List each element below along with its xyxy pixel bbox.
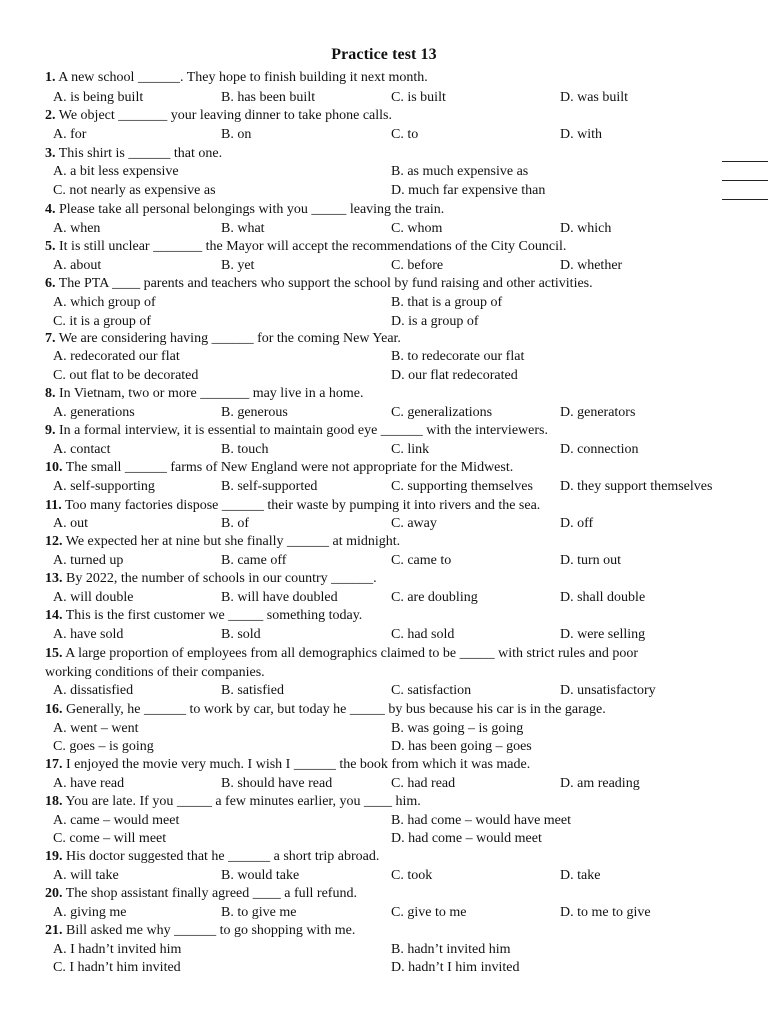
question-text: In Vietnam, two or more _______ may live in a home. <box>59 386 364 401</box>
question-number: 11. <box>45 498 62 513</box>
answer-blank-line <box>722 180 768 181</box>
question-12 <box>45 533 400 551</box>
question-text: By 2022, the number of schools in our country ______. <box>66 571 377 586</box>
option-a[interactable]: A. a bit less expensive <box>53 164 179 179</box>
question-text-continued: working conditions of their companies. <box>45 665 265 680</box>
option-b[interactable]: B. sold <box>221 627 261 642</box>
question-number: 9. <box>45 423 56 438</box>
question-19 <box>45 848 379 866</box>
option-c[interactable]: C. out flat to be decorated <box>53 368 199 383</box>
option-c[interactable]: C. away <box>391 516 437 531</box>
option-d[interactable]: D. unsatisfactory <box>560 683 656 698</box>
question-11 <box>45 497 540 515</box>
option-a[interactable]: A. contact <box>53 442 111 457</box>
option-a[interactable]: A. came – would meet <box>53 813 180 828</box>
option-d[interactable]: D. with <box>560 127 602 142</box>
option-d[interactable]: D. whether <box>560 258 623 273</box>
question-text: We expected her at nine but she finally ______ at midnight. <box>65 534 401 549</box>
question-3 <box>45 145 222 163</box>
option-c[interactable]: C. to <box>391 127 419 142</box>
option-a[interactable]: A. dissatisfied <box>53 683 134 698</box>
option-b[interactable]: B. has been built <box>221 90 316 105</box>
question-text: This shirt is ______ that one. <box>58 146 223 161</box>
question-6 <box>45 275 593 293</box>
question-text: The small ______ farms of New England were not appropriate for the Midwest. <box>65 460 514 475</box>
question-text: The PTA ____ parents and teachers who support the school by fund raising and other activities. <box>58 276 593 291</box>
question-20 <box>45 885 357 903</box>
option-b[interactable]: B. touch <box>221 442 269 457</box>
question-text: It is still unclear _______ the Mayor will accept the recommendations of the City Council. <box>59 239 567 254</box>
option-d[interactable]: D. was built <box>560 90 629 105</box>
option-c[interactable]: C. link <box>391 442 430 457</box>
option-d[interactable]: D. which <box>560 221 612 236</box>
option-a[interactable]: A. will take <box>53 868 119 883</box>
option-a[interactable]: A. went – went <box>53 721 139 736</box>
question-number: 5. <box>45 239 56 254</box>
option-b[interactable]: B. that is a group of <box>391 295 503 310</box>
option-d[interactable]: D. has been going – goes <box>391 739 532 754</box>
question-9 <box>45 422 548 440</box>
option-c[interactable]: C. are doubling <box>391 590 478 605</box>
option-c[interactable]: C. not nearly as expensive as <box>53 183 216 198</box>
question-text: Generally, he ______ to work by car, but today he _____ by bus because his car is in the garage. <box>66 702 606 717</box>
question-13 <box>45 570 377 588</box>
question-7 <box>45 330 401 348</box>
question-2 <box>45 107 392 125</box>
question-number: 1. <box>45 70 56 85</box>
option-a[interactable]: A. will double <box>53 590 134 605</box>
question-number: 4. <box>45 202 56 217</box>
option-d[interactable]: D. shall double <box>560 590 646 605</box>
option-c[interactable]: C. had read <box>391 776 456 791</box>
answer-blank-line <box>722 199 768 200</box>
question-number: 20. <box>45 886 63 901</box>
option-a[interactable]: A. generations <box>53 405 135 420</box>
question-5 <box>45 238 566 256</box>
option-b[interactable]: B. would take <box>221 868 300 883</box>
question-text: We object _______ your leaving dinner to take phone calls. <box>58 108 392 123</box>
question-number: 15. <box>45 646 63 661</box>
option-b[interactable]: B. to give me <box>221 905 297 920</box>
option-a[interactable]: A. out <box>53 516 88 531</box>
question-text: A new school ______. They hope to finish building it next month. <box>58 70 428 85</box>
option-b[interactable]: B. satisfied <box>221 683 284 698</box>
option-d[interactable]: D. turn out <box>560 553 622 568</box>
answer-blank-line <box>722 161 768 162</box>
option-b[interactable]: B. yet <box>221 258 255 273</box>
question-15 <box>45 645 638 663</box>
option-a[interactable]: A. is being built <box>53 90 144 105</box>
question-number: 10. <box>45 460 63 475</box>
option-a[interactable]: A. about <box>53 258 102 273</box>
question-text: A large proportion of employees from all demographics claimed to be _____ with strict rules and poor <box>65 646 639 661</box>
question-number: 19. <box>45 849 63 864</box>
option-d[interactable]: D. connection <box>560 442 639 457</box>
option-a[interactable]: A. for <box>53 127 87 142</box>
option-a[interactable]: A. turned up <box>53 553 124 568</box>
question-number: 13. <box>45 571 63 586</box>
question-text: I enjoyed the movie very much. I wish I ______ the book from which it was made. <box>66 757 531 772</box>
option-d[interactable]: D. am reading <box>560 776 640 791</box>
option-a[interactable]: A. self-supporting <box>53 479 155 494</box>
option-b[interactable]: B. was going – is going <box>391 721 524 736</box>
option-d[interactable]: D. off <box>560 516 594 531</box>
option-c[interactable]: C. it is a group of <box>53 314 151 329</box>
question-number: 17. <box>45 757 63 772</box>
option-b[interactable]: B. to redecorate our flat <box>391 349 525 364</box>
question-text: This is the first customer we _____ something today. <box>65 608 363 623</box>
question-number: 21. <box>45 923 63 938</box>
question-text: The shop assistant finally agreed ____ a full refund. <box>65 886 357 901</box>
option-b[interactable]: B. came off <box>221 553 287 568</box>
question-16 <box>45 701 606 719</box>
question-14 <box>45 607 362 625</box>
question-number: 14. <box>45 608 63 623</box>
option-b[interactable]: B. on <box>221 127 252 142</box>
option-a[interactable]: A. when <box>53 221 101 236</box>
question-text: We are considering having ______ for the coming New Year. <box>58 331 401 346</box>
option-c[interactable]: C. goes – is going <box>53 739 154 754</box>
option-d[interactable]: D. were selling <box>560 627 646 642</box>
question-4 <box>45 201 444 219</box>
question-number: 18. <box>45 794 63 809</box>
question-21 <box>45 922 355 940</box>
option-b[interactable]: B. of <box>221 516 249 531</box>
option-a[interactable]: A. have sold <box>53 627 124 642</box>
option-a[interactable]: A. redecorated our flat <box>53 349 180 364</box>
option-b[interactable]: B. generous <box>221 405 288 420</box>
option-d[interactable]: D. is a group of <box>391 314 479 329</box>
option-d[interactable]: D. had come – would meet <box>391 831 542 846</box>
option-c[interactable]: C. had sold <box>391 627 455 642</box>
page-title: Practice test 13 <box>331 46 437 63</box>
option-c[interactable]: C. give to me <box>391 905 467 920</box>
question-8 <box>45 385 364 403</box>
question-number: 2. <box>45 108 56 123</box>
option-c[interactable]: C. I hadn’t him invited <box>53 960 181 975</box>
option-c[interactable]: C. whom <box>391 221 443 236</box>
option-b[interactable]: B. should have read <box>221 776 333 791</box>
option-b[interactable]: B. what <box>221 221 265 236</box>
question-text: Too many factories dispose ______ their waste by pumping it into rivers and the sea. <box>64 498 541 513</box>
question-text: In a formal interview, it is essential to maintain good eye ______ with the interviewers. <box>59 423 548 438</box>
option-b[interactable]: B. will have doubled <box>221 590 338 605</box>
option-c[interactable]: C. took <box>391 868 433 883</box>
question-number: 12. <box>45 534 63 549</box>
option-a[interactable]: A. giving me <box>53 905 127 920</box>
question-10 <box>45 459 513 477</box>
option-d[interactable]: D. they support themselves <box>560 479 713 494</box>
option-c[interactable]: C. generalizations <box>391 405 493 420</box>
option-c[interactable]: C. supporting themselves <box>391 479 533 494</box>
question-number: 16. <box>45 702 63 717</box>
option-b[interactable]: B. self-supported <box>221 479 318 494</box>
option-a[interactable]: A. I hadn’t invited him <box>53 942 182 957</box>
option-b[interactable]: B. as much expensive as <box>391 164 529 179</box>
question-text: Bill asked me why ______ to go shopping with me. <box>66 923 356 938</box>
option-a[interactable]: A. which group of <box>53 295 156 310</box>
option-d[interactable]: D. generators <box>560 405 636 420</box>
question-1 <box>45 69 428 87</box>
option-c[interactable]: C. came to <box>391 553 452 568</box>
option-b[interactable]: B. hadn’t invited him <box>391 942 511 957</box>
option-c[interactable]: C. come – will meet <box>53 831 167 846</box>
question-17 <box>45 756 530 774</box>
question-text: His doctor suggested that he ______ a short trip abroad. <box>66 849 380 864</box>
question-text: You are late. If you _____ a few minutes earlier, you ____ him. <box>65 794 421 809</box>
option-a[interactable]: A. have read <box>53 776 125 791</box>
question-number: 3. <box>45 146 56 161</box>
question-number: 8. <box>45 386 56 401</box>
question-number: 7. <box>45 331 56 346</box>
question-number: 6. <box>45 276 56 291</box>
option-d[interactable]: D. much far expensive than <box>391 183 546 198</box>
option-c[interactable]: C. satisfaction <box>391 683 472 698</box>
option-d[interactable]: D. take <box>560 868 601 883</box>
option-d[interactable]: D. hadn’t I him invited <box>391 960 520 975</box>
option-d[interactable]: D. our flat redecorated <box>391 368 518 383</box>
question-text: Please take all personal belongings with you _____ leaving the train. <box>59 202 445 217</box>
option-c[interactable]: C. is built <box>391 90 446 105</box>
option-d[interactable]: D. to me to give <box>560 905 651 920</box>
option-b[interactable]: B. had come – would have meet <box>391 813 572 828</box>
option-c[interactable]: C. before <box>391 258 444 273</box>
question-18 <box>45 793 421 811</box>
